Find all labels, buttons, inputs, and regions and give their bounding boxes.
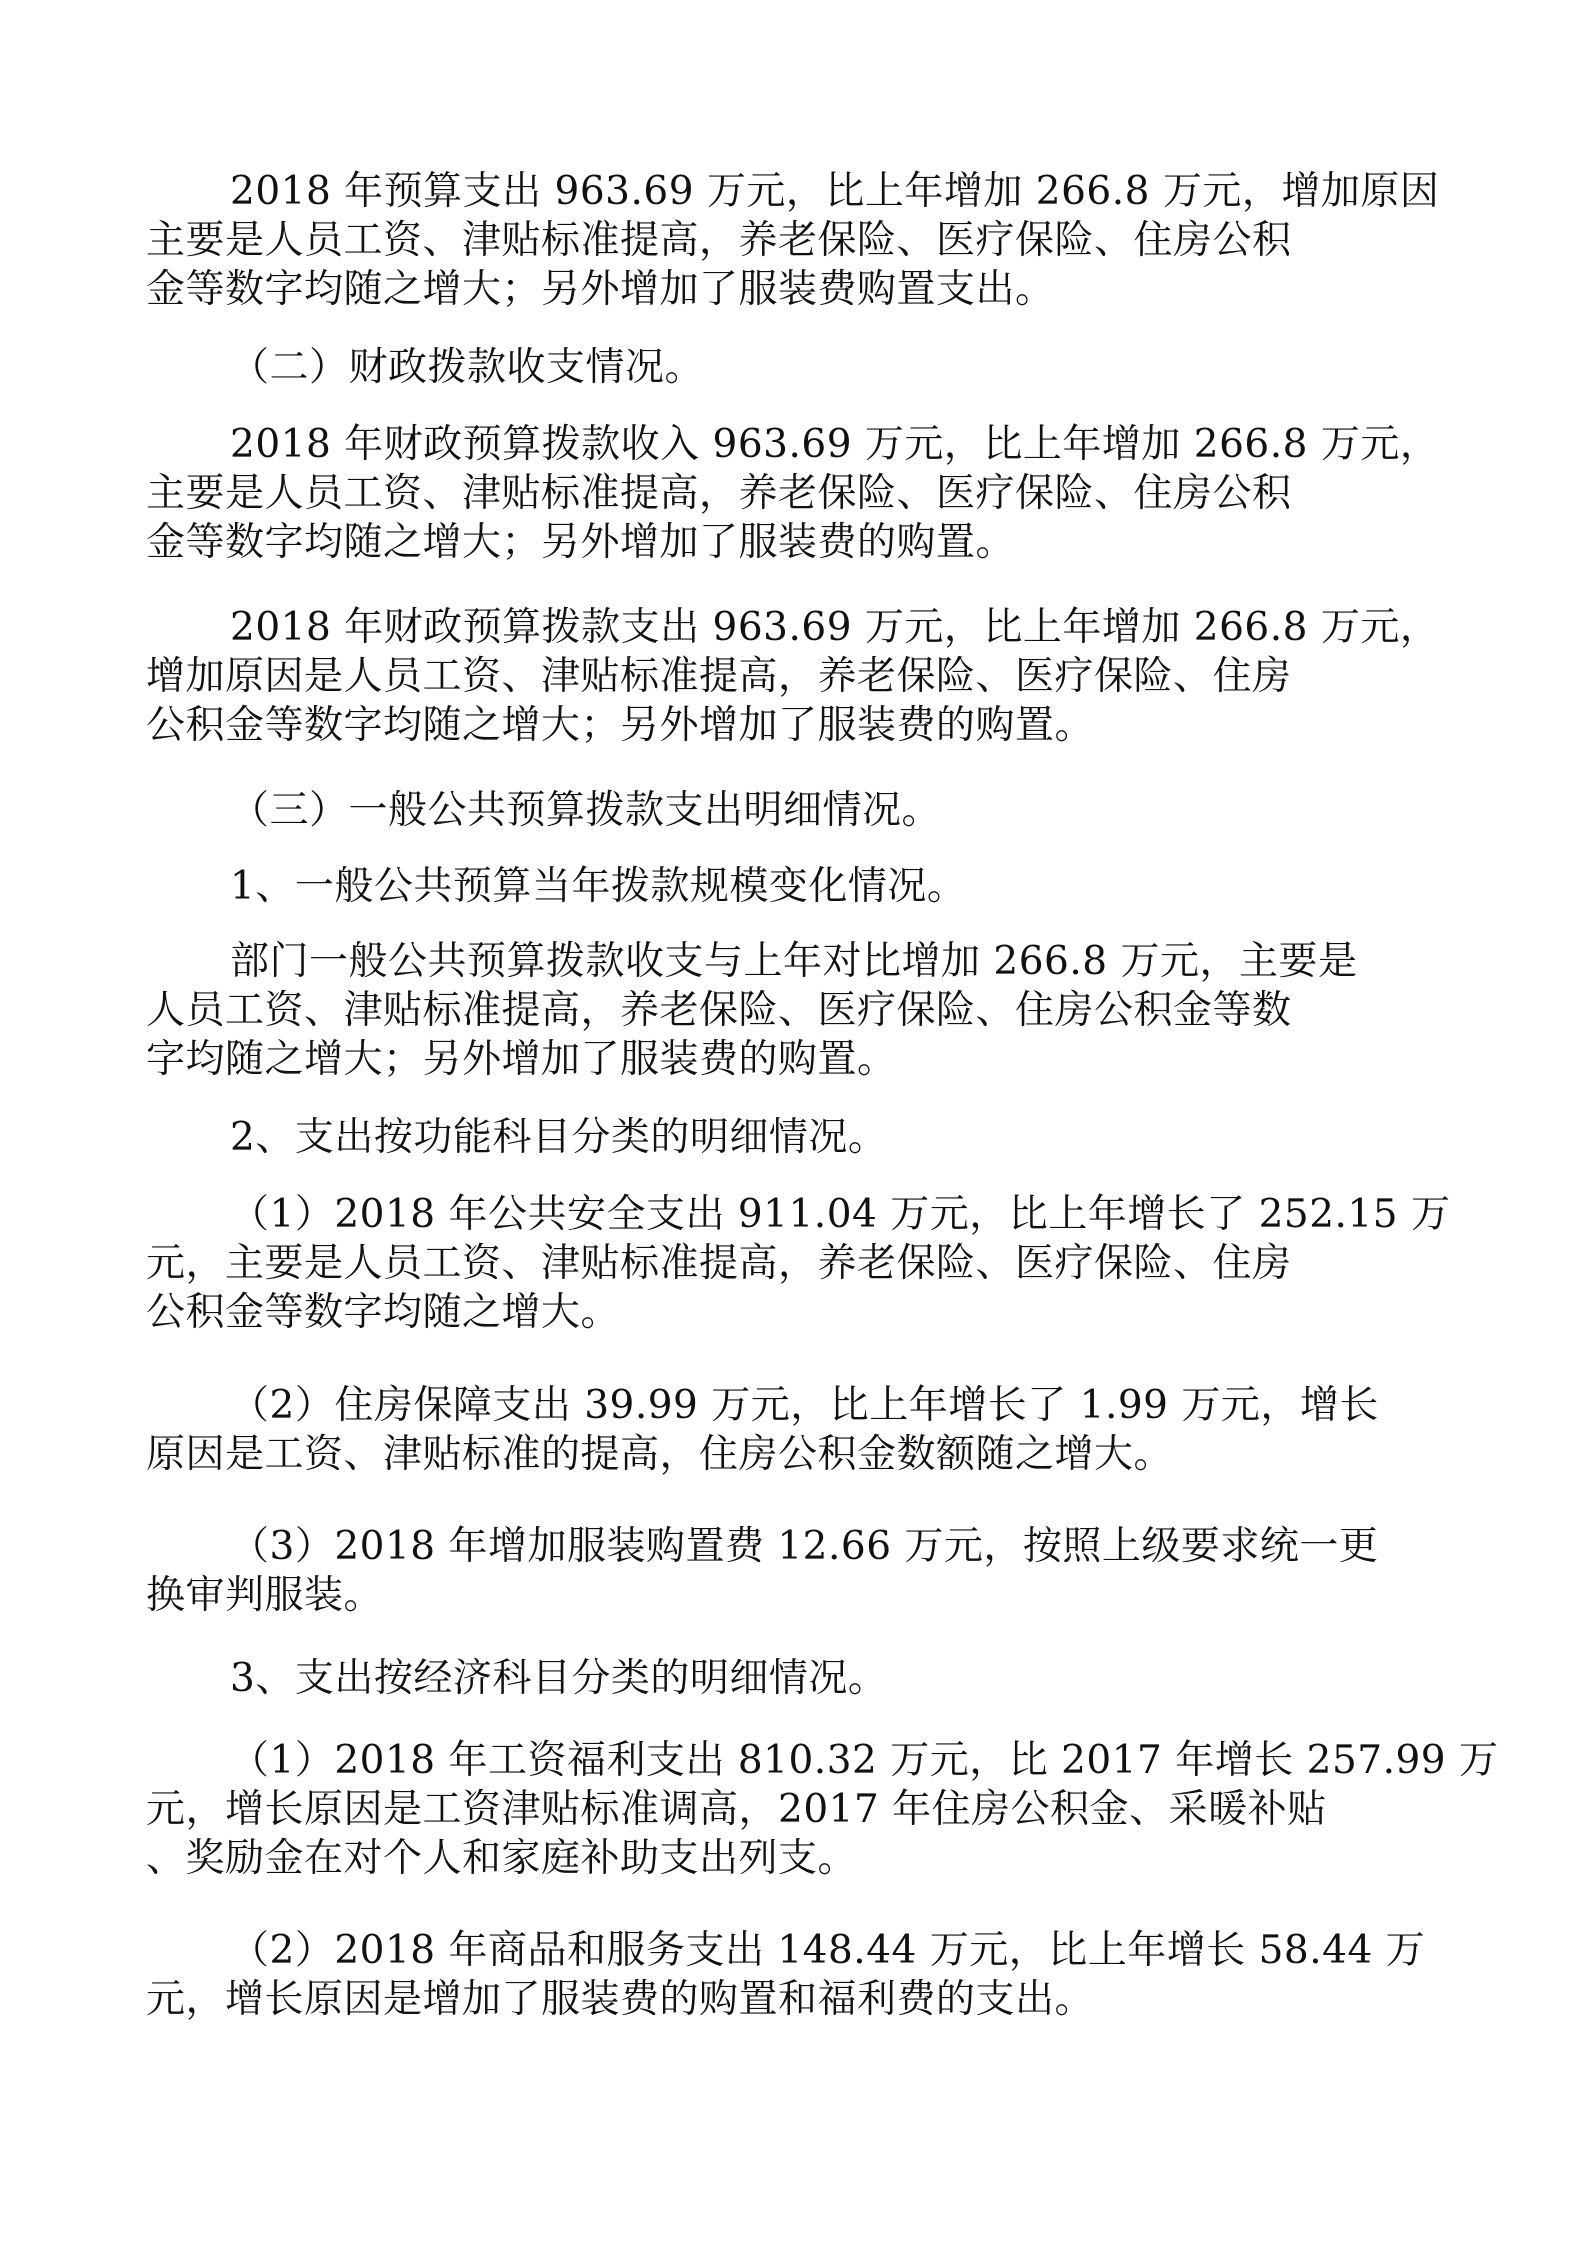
paragraph-line: （2）2018 年商品和服务支出 148.44 万元，比上年增长 58.44 万 [230,1928,1426,1973]
paragraph-line: 部门一般公共预算拨款收支与上年对比增加 266.8 万元，主要是 [230,939,1358,984]
subsection-heading: 2、支出按功能科目分类的明细情况。 [230,1115,888,1160]
subsection-heading: 1、一般公共预算当年拨款规模变化情况。 [230,864,967,909]
paragraph-line: 公积金等数字均随之增大；另外增加了服装费的购置。 [146,703,1095,748]
paragraph-line: 主要是人员工资、津贴标准提高，养老保险、医疗保险、住房公积 [146,471,1292,516]
paragraph-line: 公积金等数字均随之增大。 [146,1290,621,1335]
paragraph-line: 主要是人员工资、津贴标准提高，养老保险、医疗保险、住房公积 [146,218,1292,263]
section-heading: （三）一般公共预算拨款支出明细情况。 [230,788,942,833]
paragraph-line: 金等数字均随之增大；另外增加了服装费的购置。 [146,520,1016,565]
paragraph-line: 2018 年预算支出 963.69 万元，比上年增加 266.8 万元，增加原因 [230,169,1440,214]
paragraph-line: （1）2018 年工资福利支出 810.32 万元，比 2017 年增长 257.99 万 [230,1738,1499,1783]
paragraph-line: （3）2018 年增加服装购置费 12.66 万元，按照上级要求统一更 [230,1524,1379,1569]
paragraph-line: （1）2018 年公共安全支出 911.04 万元，比上年增长了 252.15 万 [230,1192,1451,1237]
paragraph-line: 2018 年财政预算拨款收入 963.69 万元，比上年增加 266.8 万元， [230,422,1440,467]
section-heading: （二）财政拨款收支情况。 [230,345,705,390]
paragraph-line: 原因是工资、津贴标准的提高，住房公积金数额随之增大。 [146,1432,1174,1477]
paragraph-line: 换审判服装。 [146,1573,384,1618]
paragraph-line: 、奖励金在对个人和家庭补助支出列支。 [146,1836,858,1881]
paragraph-line: 2018 年财政预算拨款支出 963.69 万元，比上年增加 266.8 万元， [230,605,1440,650]
subsection-heading: 3、支出按经济科目分类的明细情况。 [230,1656,888,1701]
paragraph-line: 增加原因是人员工资、津贴标准提高，养老保险、医疗保险、住房 [146,654,1292,699]
paragraph-line: 字均随之增大；另外增加了服装费的购置。 [146,1037,897,1082]
paragraph-line: 元，主要是人员工资、津贴标准提高，养老保险、医疗保险、住房 [146,1241,1292,1286]
paragraph-line: 元，增长原因是增加了服装费的购置和福利费的支出。 [146,1977,1095,2022]
paragraph-line: 金等数字均随之增大；另外增加了服装费购置支出。 [146,267,1055,312]
paragraph-line: 元，增长原因是工资津贴标准调高，2017 年住房公积金、采暖补贴 [146,1787,1327,1832]
paragraph-line: （2）住房保障支出 39.99 万元，比上年增长了 1.99 万元，增长 [230,1383,1379,1428]
paragraph-line: 人员工资、津贴标准提高，养老保险、医疗保险、住房公积金等数 [146,988,1292,1033]
